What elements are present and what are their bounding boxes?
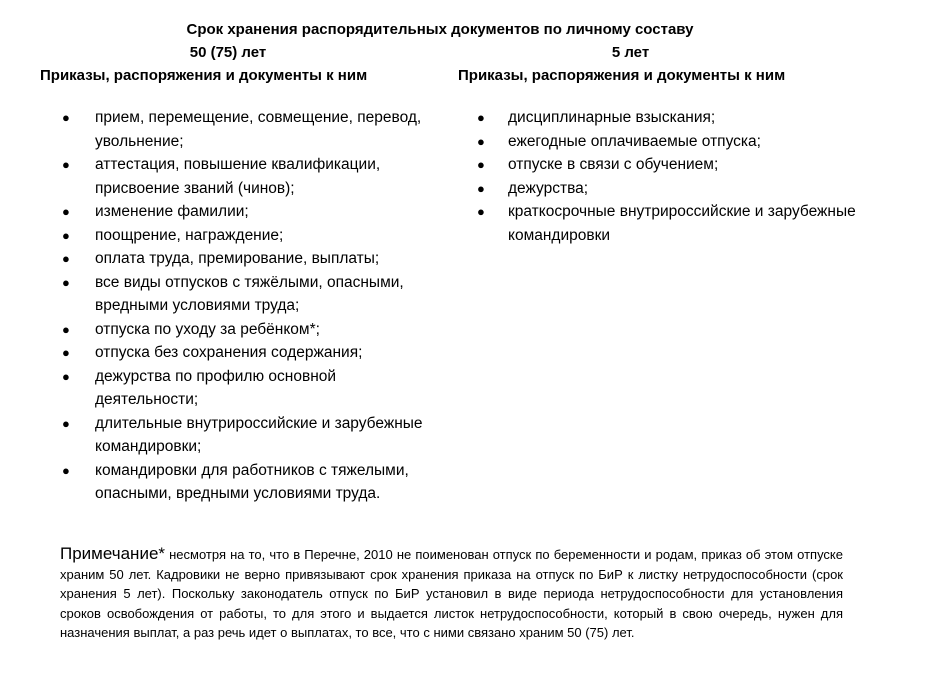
list-item-text: краткосрочные внутрироссийские и зарубежные командировки: [508, 203, 856, 244]
footnote-label: Примечание*: [60, 544, 166, 563]
footnote: [60, 544, 843, 643]
list-item-text: все виды отпусков с тяжёлыми, опасными, вредными условиями труда;: [95, 273, 404, 314]
list-item: [40, 200, 440, 224]
bullet-icon: ●: [62, 462, 70, 478]
list-item: [458, 200, 878, 247]
bullet-icon: ●: [477, 180, 485, 196]
list-item-text: длительные внутрироссийские и зарубежные командировки;: [95, 414, 423, 455]
right-column: [458, 43, 878, 247]
right-period: 5 лет: [611, 44, 650, 61]
list-item-text: прием, перемещение, совмещение, перевод, увольнение;: [95, 109, 422, 150]
bullet-icon: ●: [62, 204, 70, 219]
right-item-list: [458, 106, 878, 247]
bullet-icon: ●: [62, 110, 70, 125]
list-item: [40, 412, 440, 459]
list-item-text: отпуска без сохранения содержания;: [95, 344, 363, 361]
list-item-text: отпуске в связи с обучением;: [508, 156, 719, 173]
bullet-icon: ●: [62, 251, 70, 266]
list-item: [458, 153, 878, 177]
list-item: [40, 459, 440, 506]
list-item-text: дисциплинарные взыскания;: [508, 109, 716, 126]
list-item-text: командировки для работников с тяжелыми, опасными, вредными условиями труда.: [95, 461, 409, 502]
list-item: [40, 106, 440, 153]
footnote-text: несмотря на то, что в Перечне, 2010 не поименован отпуск по беременности и родам, приказ об этом отпуске храним 50 лет. Кадровики не верно привязывают срок хранения приказа на отпуск по БиР к листку нетрудоспособности (срок хранения 5 лет). Поскольку законодатель отпуск по БиР установил в виде периода нетрудоспособности для установления сроков освобождения от работы, то для этого и выдается листок нетрудоспособности, который в свою очередь, нужен для назначения выплат, а раз речь идет о выплатах, то все, что с ними связано храним 50 (75) лет.: [60, 547, 843, 640]
bullet-icon: ●: [477, 110, 485, 125]
list-item-text: поощрение, награждение;: [95, 226, 284, 244]
bullet-icon: ●: [62, 157, 70, 172]
list-item: [458, 177, 878, 201]
bullet-icon: ●: [62, 368, 70, 384]
bullet-icon: ●: [62, 415, 70, 431]
left-heading: Приказы, распоряжения и документы к ним: [40, 67, 368, 84]
left-column: [40, 43, 440, 506]
list-item-text: отпуска по уходу за ребёнком*;: [95, 320, 320, 338]
list-item: [40, 365, 440, 412]
list-item-text: ежегодные оплачиваемые отпуска;: [508, 132, 761, 150]
bullet-icon: ●: [62, 321, 70, 337]
list-item-text: аттестация, повышение квалификации, присвоение званий (чинов);: [95, 156, 381, 197]
list-item-text: оплата труда, премирование, выплаты;: [95, 250, 380, 267]
bullet-icon: ●: [62, 227, 70, 243]
list-item-text: изменение фамилии;: [95, 203, 249, 220]
page-title: Срок хранения распорядительных документов по личному составу: [186, 21, 694, 38]
left-item-list: [40, 106, 440, 506]
list-item-text: дежурства по профилю основной деятельности;: [95, 367, 337, 408]
list-item: [458, 130, 878, 154]
bullet-icon: ●: [477, 133, 485, 149]
list-item: [458, 106, 878, 130]
list-item: [40, 153, 440, 200]
list-item: [40, 318, 440, 342]
list-item: [40, 271, 440, 318]
list-item: [40, 341, 440, 365]
bullet-icon: ●: [477, 204, 485, 219]
bullet-icon: ●: [62, 345, 70, 360]
list-item: [40, 224, 440, 248]
left-period: 50 (75) лет: [189, 44, 267, 61]
list-item: [40, 247, 440, 271]
bullet-icon: ●: [62, 274, 70, 290]
list-item-text: дежурства;: [508, 179, 589, 197]
bullet-icon: ●: [477, 157, 485, 172]
right-heading: Приказы, распоряжения и документы к ним: [458, 67, 786, 84]
